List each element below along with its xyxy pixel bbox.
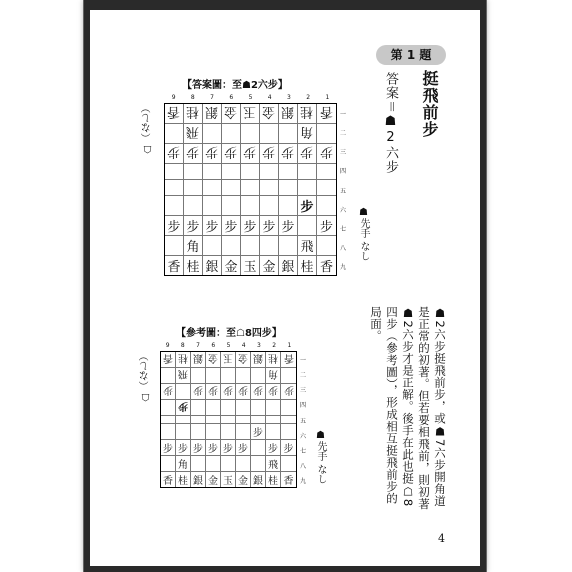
shogi-piece: 步 [163, 384, 173, 395]
board-cell [165, 164, 184, 180]
board-cell [251, 400, 266, 416]
page-number: 4 [438, 532, 445, 545]
board-cell [221, 472, 236, 487]
board-cell [266, 456, 281, 472]
shogi-piece: 步 [167, 144, 181, 159]
row-label: 九 [340, 264, 347, 272]
shogi-piece: 步 [186, 220, 200, 235]
shogi-piece: 桂 [186, 104, 200, 119]
board-cell [241, 256, 260, 275]
board2-grid [160, 351, 297, 488]
row-label: 九 [300, 478, 307, 486]
board-cell [161, 424, 176, 440]
board-cell [236, 440, 251, 456]
column-number: 2 [272, 342, 277, 349]
board-cell [206, 456, 221, 472]
shogi-piece: 步 [178, 400, 188, 411]
board-cell [317, 196, 336, 216]
board-cell [260, 216, 279, 236]
board-cell [184, 104, 203, 124]
board-cell [281, 456, 296, 472]
board-cell [191, 456, 206, 472]
board-cell [222, 104, 241, 124]
board-cell [317, 104, 336, 124]
shogi-piece: 步 [283, 444, 294, 455]
board-cell [266, 352, 281, 368]
board-cell [317, 144, 336, 164]
board-cell [251, 416, 266, 424]
board-cell [241, 216, 260, 236]
board-cell [266, 472, 281, 487]
board-cell [251, 352, 266, 368]
shogi-piece: 飛 [300, 240, 314, 255]
shogi-piece: 銀 [253, 476, 263, 487]
shogi-piece: 銀 [281, 104, 295, 119]
board-cell [206, 424, 221, 440]
shogi-piece: 步 [319, 220, 333, 235]
shogi-piece: 金 [224, 260, 238, 275]
board-cell [298, 104, 317, 124]
shogi-piece: 銀 [205, 104, 219, 119]
board-cell [203, 196, 222, 216]
column-number: 1 [287, 342, 292, 349]
shogi-piece: 步 [223, 444, 233, 455]
board-cell [203, 180, 222, 196]
board-cell [184, 236, 203, 256]
board-cell [203, 124, 222, 144]
board2-caption: 【參考圖：至☖8四步】 [176, 328, 282, 339]
shogi-piece: 步 [163, 444, 173, 455]
board-cell [281, 368, 296, 384]
shogi-piece: 桂 [300, 104, 314, 119]
board-cell [206, 368, 221, 384]
board-cell [161, 352, 176, 368]
row-label: 一 [300, 356, 307, 364]
board-cell [317, 256, 336, 275]
board-cell [203, 104, 222, 124]
board-cell [176, 472, 191, 487]
shogi-piece: 香 [319, 260, 333, 275]
shogi-piece: 香 [167, 104, 181, 119]
board-cell [317, 124, 336, 144]
shogi-piece: 步 [243, 144, 257, 159]
board-cell [184, 124, 203, 144]
shogi-piece: 步 [186, 144, 200, 159]
board-cell [266, 424, 281, 440]
board-cell [317, 216, 336, 236]
shogi-piece: 角 [300, 124, 314, 139]
row-label: 七 [340, 225, 347, 233]
page-edge-bottom [84, 566, 486, 572]
board-cell [260, 164, 279, 180]
board-cell [176, 440, 191, 456]
board-cell [251, 440, 266, 456]
shogi-piece: 飛 [186, 124, 200, 139]
column-number: 1 [325, 94, 330, 101]
board-cell [191, 472, 206, 487]
row-label: 二 [300, 371, 307, 379]
shogi-piece: 玉 [223, 352, 233, 363]
board-cell [279, 256, 298, 275]
board-cell [241, 196, 260, 216]
column-number: 8 [190, 94, 195, 101]
board-cell [281, 400, 296, 416]
row-label: 四 [340, 168, 347, 176]
column-number: 6 [229, 94, 234, 101]
board-cell [260, 124, 279, 144]
shogi-piece: 銀 [281, 260, 295, 275]
shogi-piece: 步 [208, 444, 218, 455]
shogi-piece: 步 [262, 220, 276, 235]
column-number: 7 [196, 342, 200, 349]
board-cell [279, 180, 298, 196]
shogi-piece: 銀 [253, 352, 263, 363]
shogi-piece: 步 [281, 144, 295, 159]
row-label: 八 [340, 245, 347, 253]
board-cell [222, 144, 241, 164]
board-cell [298, 144, 317, 164]
board-cell [165, 216, 184, 236]
board-cell [317, 164, 336, 180]
shogi-piece: 步 [243, 220, 257, 235]
column-number: 3 [257, 342, 261, 349]
column-number: 5 [226, 342, 231, 349]
shogi-piece: 桂 [268, 352, 278, 363]
shogi-piece: 步 [167, 220, 181, 235]
board-cell [260, 256, 279, 275]
row-label: 八 [300, 463, 307, 471]
row-label: 五 [300, 417, 307, 425]
shogi-piece: 桂 [300, 260, 314, 275]
board-cell [298, 124, 317, 144]
board-cell [236, 352, 251, 368]
column-number: 5 [248, 94, 253, 101]
board-cell [203, 144, 222, 164]
answer-line: 答案＝☗2六步 [383, 72, 398, 174]
board-cell [279, 196, 298, 216]
board-cell [165, 180, 184, 196]
board-cell [165, 236, 184, 256]
board-cell [236, 384, 251, 400]
board-cell [221, 352, 236, 368]
shogi-piece: 飛 [178, 368, 188, 379]
row-label: 三 [300, 387, 307, 395]
page-edge-top [84, 0, 486, 10]
row-label: 四 [300, 402, 307, 410]
board-cell [222, 256, 241, 275]
board-cell [241, 164, 260, 180]
board-cell [236, 368, 251, 384]
board-cell [203, 236, 222, 256]
row-label: 六 [340, 206, 347, 214]
shogi-piece: 步 [281, 220, 295, 235]
board-cell [236, 400, 251, 416]
shogi-piece: 香 [167, 260, 181, 275]
shogi-piece: 香 [283, 476, 294, 487]
board-cell [236, 456, 251, 472]
board-cell [165, 124, 184, 144]
board-cell [206, 400, 221, 416]
board-cell [251, 424, 266, 440]
page-edge-right [480, 0, 486, 572]
board1-grid [164, 103, 337, 276]
board-cell [260, 144, 279, 164]
shogi-piece: 步 [223, 384, 233, 395]
shogi-piece: 玉 [243, 104, 257, 119]
board-cell [221, 400, 236, 416]
board-cell [221, 424, 236, 440]
shogi-piece: 飛 [268, 460, 278, 471]
board-cell [298, 216, 317, 236]
board-cell [206, 384, 221, 400]
shogi-piece: 金 [262, 260, 276, 275]
board-cell [161, 416, 176, 424]
board-cell [176, 368, 191, 384]
board-cell [266, 384, 281, 400]
board-cell [251, 384, 266, 400]
board-cell [203, 216, 222, 236]
explanation-text: ☗2六步挺飛前步，或☗7六步開角道是正常的初著。但若要相飛前，則初著☗2六步才是正解。後手在此也挺☖8四步（參考圖），形成相互挺飛前步的局面。 [369, 306, 447, 510]
shogi-piece: 金 [208, 476, 218, 487]
board-cell [165, 144, 184, 164]
shogi-piece: 步 [178, 444, 188, 455]
board-cell [279, 236, 298, 256]
shogi-piece: 步 [224, 220, 238, 235]
board1-caption: 【答案圖：至☗2六步】 [182, 80, 288, 91]
column-number: 9 [165, 342, 170, 349]
shogi-piece: 桂 [268, 476, 278, 487]
board-cell [222, 216, 241, 236]
board-cell [281, 472, 296, 487]
shogi-piece: 步 [205, 144, 219, 159]
board-cell [176, 416, 191, 424]
problem-title: 挺飛前步 [420, 70, 439, 138]
board-cell [317, 180, 336, 196]
board-cell [176, 424, 191, 440]
shogi-piece: 步 [283, 384, 294, 395]
board-cell [281, 352, 296, 368]
board2-sente-hand: ☗先手 なし [315, 430, 326, 485]
board-cell [221, 440, 236, 456]
board-cell [161, 472, 176, 487]
board-cell [176, 352, 191, 368]
board-cell [260, 196, 279, 216]
column-number: 8 [180, 342, 185, 349]
board-cell [236, 472, 251, 487]
shogi-piece: 銀 [193, 352, 203, 363]
row-label: 六 [300, 432, 307, 440]
shogi-piece: 步 [193, 384, 203, 395]
column-number: 7 [210, 94, 214, 101]
board-cell [260, 180, 279, 196]
board-cell [191, 416, 206, 424]
board-cell [281, 416, 296, 424]
shogi-piece: 金 [224, 104, 238, 119]
board-cell [281, 384, 296, 400]
row-label: 七 [300, 447, 307, 455]
board-cell [222, 180, 241, 196]
board-cell [165, 196, 184, 216]
column-number: 3 [287, 94, 291, 101]
shogi-piece: 步 [224, 144, 238, 159]
board-cell [281, 424, 296, 440]
column-number: 4 [241, 342, 246, 349]
board-cell [191, 352, 206, 368]
board-cell [176, 456, 191, 472]
board-cell [222, 236, 241, 256]
shogi-piece: 步 [238, 444, 248, 455]
board-cell [236, 424, 251, 440]
board-cell [191, 384, 206, 400]
board-cell [191, 400, 206, 416]
shogi-piece: 角 [186, 240, 200, 255]
board-cell [184, 144, 203, 164]
board-cell [251, 456, 266, 472]
board-cell [161, 440, 176, 456]
board-cell [298, 180, 317, 196]
column-number: 2 [306, 94, 311, 101]
board-cell [317, 236, 336, 256]
shogi-piece: 步 [262, 144, 276, 159]
page-edge-left [84, 0, 90, 572]
board-cell [266, 400, 281, 416]
shogi-piece: 銀 [193, 476, 203, 487]
board-cell [161, 368, 176, 384]
board-cell [266, 416, 281, 424]
board-cell [184, 256, 203, 275]
shogi-piece: 金 [238, 476, 248, 487]
board-cell [241, 104, 260, 124]
board-cell [161, 400, 176, 416]
shogi-piece: 步 [268, 384, 278, 395]
board-cell [184, 180, 203, 196]
board-cell [241, 144, 260, 164]
board-cell [203, 164, 222, 180]
board-cell [251, 472, 266, 487]
board-cell [279, 104, 298, 124]
board-cell [241, 180, 260, 196]
board-cell [176, 384, 191, 400]
board-cell [221, 416, 236, 424]
board-cell [298, 256, 317, 275]
shogi-piece: 步 [193, 444, 203, 455]
shogi-piece: 步 [300, 200, 314, 215]
board-cell [184, 216, 203, 236]
shogi-piece: 玉 [243, 260, 257, 275]
shogi-piece: 步 [205, 220, 219, 235]
board-cell [221, 384, 236, 400]
shogi-piece: 金 [262, 104, 276, 119]
board-cell [281, 440, 296, 456]
board-cell [279, 124, 298, 144]
board-cell [206, 472, 221, 487]
row-label: 二 [340, 129, 347, 137]
board-cell [176, 400, 191, 416]
board-cell [221, 368, 236, 384]
row-label: 三 [340, 149, 347, 157]
board-cell [161, 456, 176, 472]
board-cell [260, 104, 279, 124]
board-cell [165, 256, 184, 275]
board-cell [266, 440, 281, 456]
shogi-piece: 步 [238, 384, 248, 395]
board-cell [222, 164, 241, 180]
board-cell [222, 124, 241, 144]
shogi-piece: 角 [268, 368, 278, 379]
shogi-piece: 香 [163, 476, 173, 487]
row-label: 五 [340, 187, 347, 195]
board-cell [184, 164, 203, 180]
shogi-piece: 步 [253, 428, 263, 439]
board-cell [206, 440, 221, 456]
shogi-piece: 步 [253, 384, 263, 395]
shogi-piece: 香 [283, 352, 294, 363]
board-cell [206, 416, 221, 424]
shogi-piece: 玉 [223, 476, 233, 487]
shogi-piece: 角 [178, 460, 188, 471]
board-cell [236, 416, 251, 424]
shogi-piece: 步 [268, 444, 278, 455]
column-number: 6 [211, 342, 216, 349]
shogi-piece: 步 [319, 144, 333, 159]
board-cell [184, 196, 203, 216]
shogi-piece: 步 [208, 384, 218, 395]
board2-gote-hand: ☖（なし） [140, 351, 151, 402]
board-cell [191, 440, 206, 456]
board-cell [165, 104, 184, 124]
board-cell [279, 216, 298, 236]
shogi-piece: 桂 [178, 476, 188, 487]
board-cell [241, 124, 260, 144]
board-cell [298, 236, 317, 256]
column-number: 9 [171, 94, 176, 101]
board-cell [260, 236, 279, 256]
board-cell [251, 368, 266, 384]
shogi-piece: 香 [163, 352, 173, 363]
row-label: 一 [340, 110, 347, 118]
shogi-piece: 香 [319, 104, 333, 119]
board-cell [221, 456, 236, 472]
shogi-piece: 步 [300, 144, 314, 159]
shogi-piece: 銀 [205, 260, 219, 275]
board-cell [222, 196, 241, 216]
board-cell [203, 256, 222, 275]
board-cell [241, 236, 260, 256]
board-cell [298, 196, 317, 216]
shogi-piece: 金 [208, 352, 218, 363]
shogi-piece: 金 [238, 352, 248, 363]
board-cell [279, 164, 298, 180]
board1-sente-hand: ☗先手 なし [358, 207, 369, 262]
problem-label: 第 1 題 [376, 45, 446, 65]
board-cell [161, 384, 176, 400]
board-cell [279, 144, 298, 164]
shogi-piece: 桂 [178, 352, 188, 363]
column-number: 4 [267, 94, 272, 101]
board-cell [298, 164, 317, 180]
board-cell [191, 368, 206, 384]
board-cell [266, 368, 281, 384]
board1-gote-hand: ☖（なし） [142, 103, 153, 154]
board-cell [191, 424, 206, 440]
board-cell [206, 352, 221, 368]
shogi-piece: 桂 [186, 260, 200, 275]
